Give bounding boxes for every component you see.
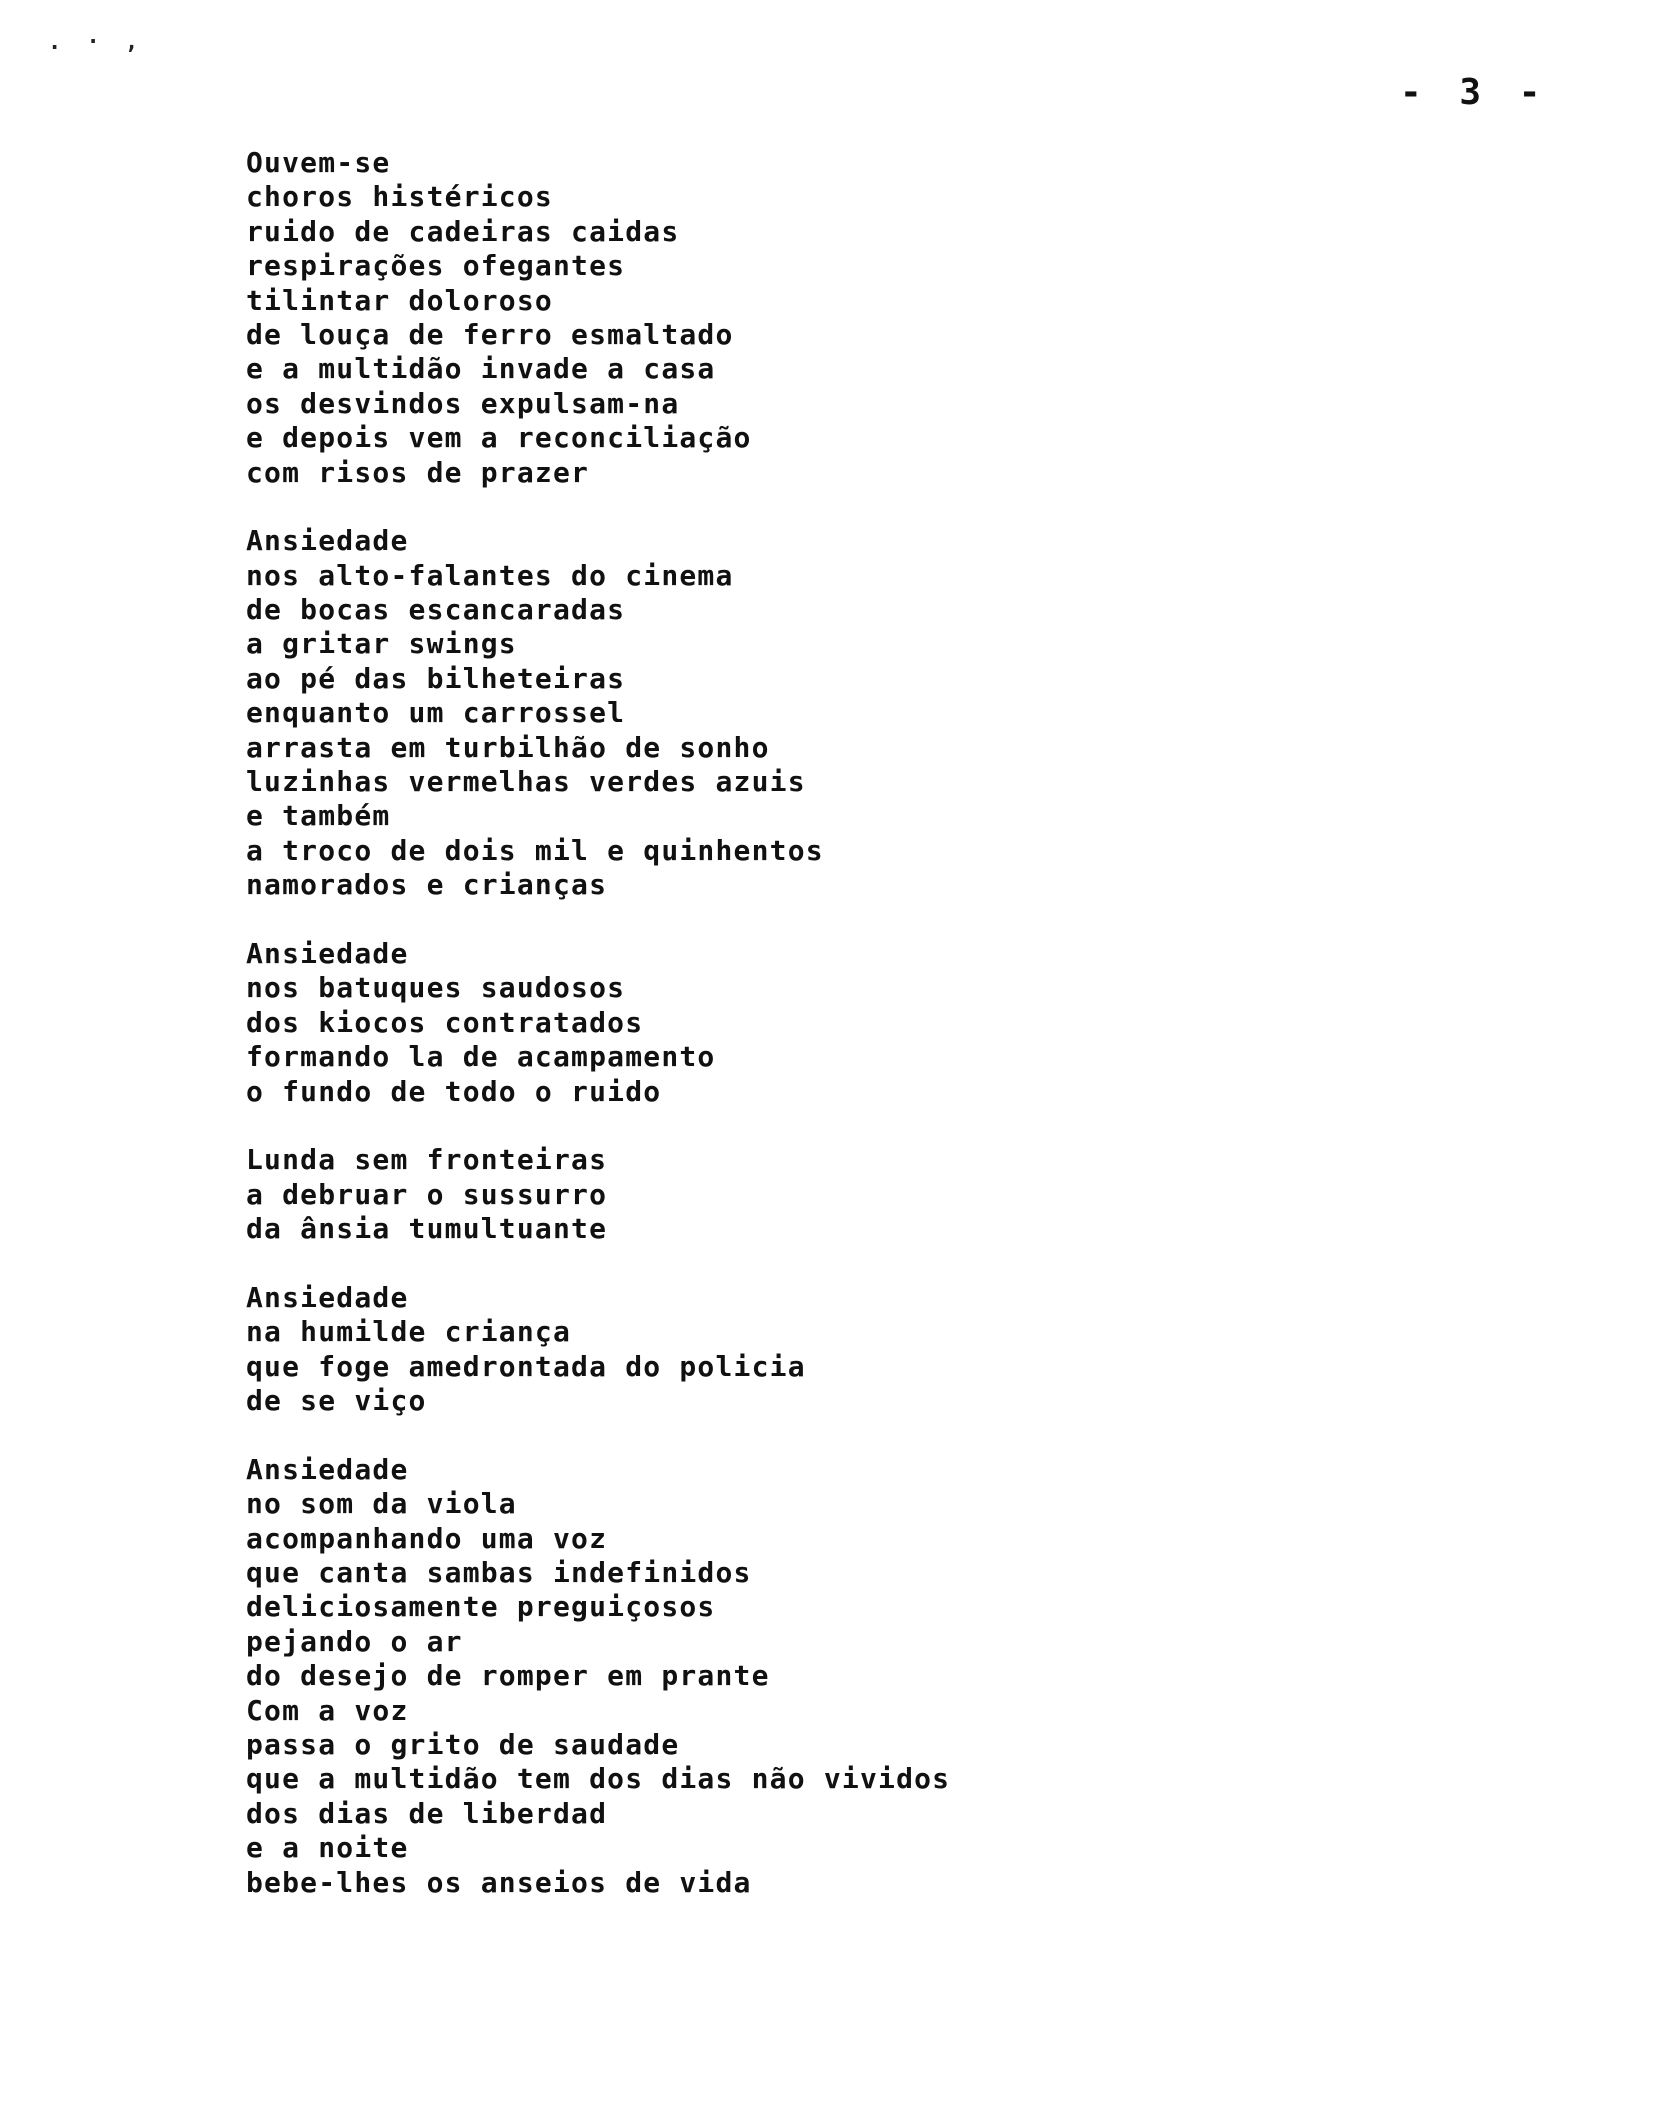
- poem-line: nos alto-falantes do cinema: [246, 558, 734, 592]
- poem-line: passa o grito de saudade: [246, 1727, 680, 1761]
- poem-line: luzinhas vermelhas verdes azuis: [246, 765, 806, 799]
- poem-line: e a noite: [246, 1831, 409, 1865]
- poem-line: de louça de ferro esmaltado: [246, 317, 734, 351]
- stanza-2: [246, 524, 1546, 902]
- poem-line: no som da viola: [246, 1487, 517, 1521]
- stanza-1: [246, 146, 1546, 490]
- poem-line: que a multidão tem dos dias não vividos: [246, 1762, 951, 1796]
- poem-line: e também: [246, 799, 391, 833]
- poem-line: namorados e crianças: [246, 868, 608, 902]
- poem-line: Ansiedade: [246, 936, 409, 970]
- poem-line: deliciosamente preguiçosos: [246, 1590, 716, 1624]
- stanza-5: [246, 1281, 1546, 1419]
- poem-line: o fundo de todo o ruido: [246, 1074, 662, 1108]
- poem-line: de bocas escancaradas: [246, 593, 626, 627]
- poem-line: respirações ofegantes: [246, 249, 626, 283]
- poem-line: Ansiedade: [246, 1280, 409, 1314]
- poem-line: bebe-lhes os anseios de vida: [246, 1865, 752, 1899]
- poem-line: enquanto um carrossel: [246, 696, 626, 730]
- stanza-4: [246, 1143, 1546, 1246]
- poem-line: Ouvem-se: [246, 146, 391, 179]
- poem-line: Com a voz: [246, 1693, 409, 1727]
- poem-line: acompanhando uma voz: [246, 1521, 608, 1555]
- poem-line: com risos de prazer: [246, 455, 590, 489]
- page-number: - 3 -: [1400, 72, 1549, 113]
- paper-specks: . · ,: [48, 30, 145, 55]
- poem-line: nos batuques saudosos: [246, 971, 626, 1005]
- poem-line: que canta sambas indefinidos: [246, 1556, 752, 1590]
- poem-line: e depois vem a reconciliação: [246, 421, 752, 455]
- poem-line: Ansiedade: [246, 1452, 409, 1486]
- stanza-6: [246, 1453, 1546, 1900]
- poem-line: formando la de acampamento: [246, 1040, 716, 1074]
- poem-line: ao pé das bilheteiras: [246, 661, 626, 695]
- poem-line: os desvindos expulsam-na: [246, 386, 680, 420]
- poem-line: de se viço: [246, 1384, 427, 1418]
- poem-line: dos kiocos contratados: [246, 1005, 644, 1039]
- poem-line: a gritar swings: [246, 627, 517, 661]
- stanza-3: [246, 937, 1546, 1109]
- poem-line: e a multidão invade a casa: [246, 352, 716, 386]
- poem-line: Lunda sem fronteiras: [246, 1143, 608, 1177]
- poem-line: que foge amedrontada do policia: [246, 1349, 806, 1383]
- poem-line: tilintar doloroso: [246, 283, 553, 317]
- poem-line: pejando o ar: [246, 1624, 463, 1658]
- poem-line: Ansiedade: [246, 524, 409, 558]
- poem-line: ruido de cadeiras caidas: [246, 214, 680, 248]
- poem-line: do desejo de romper em prante: [246, 1659, 770, 1693]
- poem-line: a debruar o sussurro: [246, 1177, 608, 1211]
- poem-line: arrasta em turbilhão de sonho: [246, 730, 770, 764]
- poem-line: a troco de dois mil e quinhentos: [246, 833, 824, 867]
- poem-line: choros histéricos: [246, 180, 553, 214]
- poem-line: da ânsia tumultuante: [246, 1212, 608, 1246]
- poem-line: na humilde criança: [246, 1315, 572, 1349]
- poem-line: dos dias de liberdad: [246, 1796, 608, 1830]
- poem-body: [246, 146, 1546, 1934]
